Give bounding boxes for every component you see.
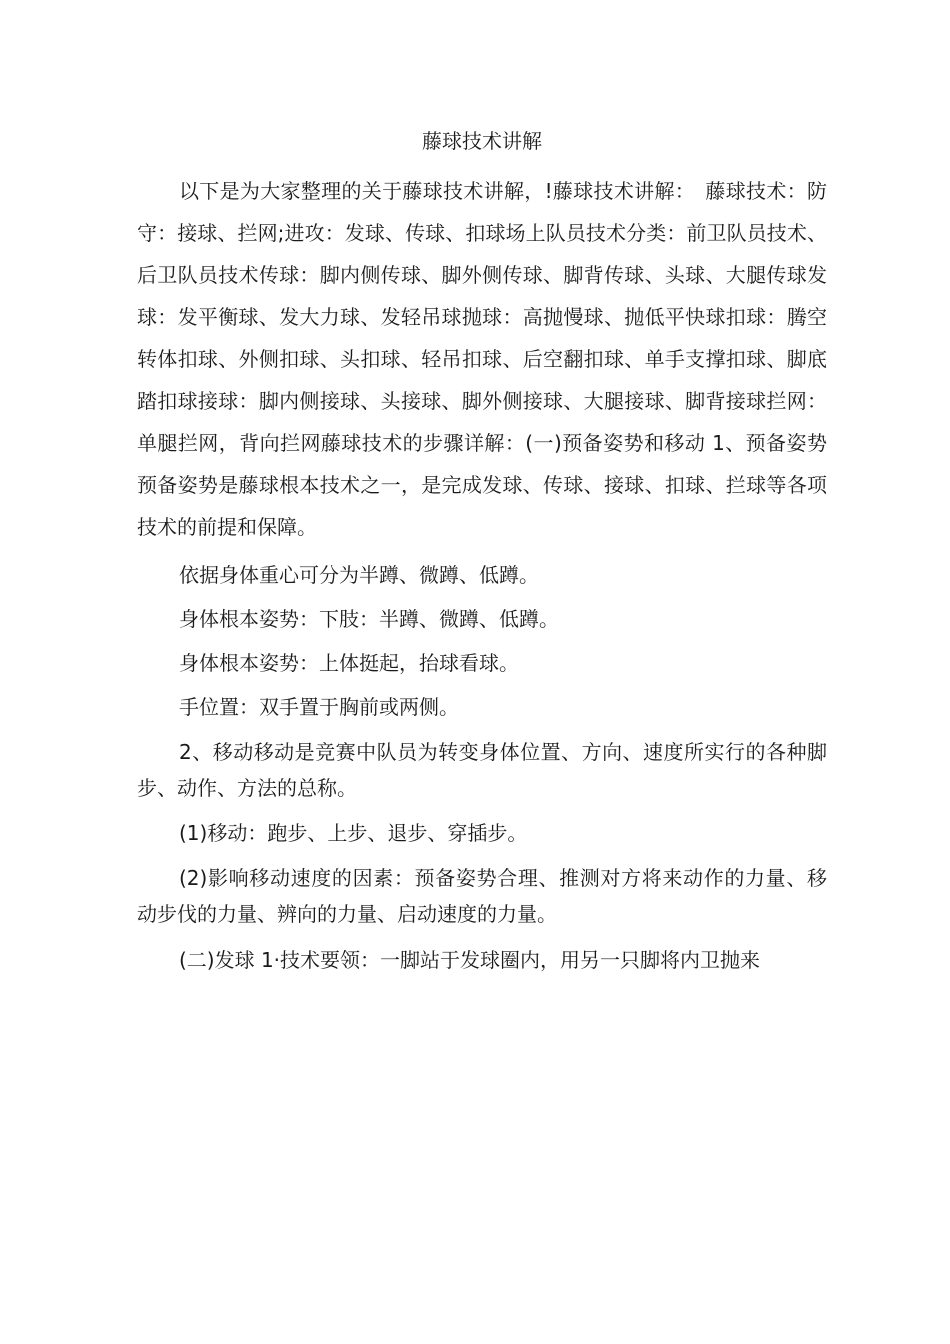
paragraph: 身体根本姿势：下肢：半蹲、微蹲、低蹲。 xyxy=(179,607,559,631)
document-body xyxy=(137,126,827,988)
document-title: 藤球技术讲解 xyxy=(422,129,542,153)
paragraph: 2、移动移动是竞赛中队员为转变身体位置、方向、速度所实行的各种脚步、动作、方法的总称。 xyxy=(137,740,827,800)
paragraph: 身体根本姿势：上体挺起，抬球看球。 xyxy=(179,651,519,675)
paragraph-intro: 以下是为大家整理的关于藤球技术讲解，!藤球技术讲解： 藤球技术：防守：接球、拦网;进攻：发球、传球、扣球场上队员技术分类：前卫队员技术、后卫队员技术传球：脚内侧传球、脚外侧传球、脚背传球、头球、大腿传球发球：发平衡球、发大力球、发轻吊球抛球：高抛慢球、抛低平快球扣球：腾空转体扣球、外侧扣球、头扣球、轻吊扣球、后空翻扣球、单手支撑扣球、脚底踏扣球接球：脚内侧接球、头接球、脚外侧接球、大腿接球、脚背接球拦网：单腿拦网，背向拦网藤球技术的步骤详解：(一)预备姿势和移动 1、预备姿势预备姿势是藤球根本技术之一，是完成发球、传球、接球、扣球、拦球等各项技术的前提和保障。 xyxy=(137,179,827,539)
paragraph: 依据身体重心可分为半蹲、微蹲、低蹲。 xyxy=(179,563,539,587)
paragraph: (二)发球 1·技术要领：一脚站于发球圈内，用另一只脚将内卫抛来 xyxy=(179,948,761,972)
paragraph: (1)移动：跑步、上步、退步、穿插步。 xyxy=(179,821,528,845)
paragraph: (2)影响移动速度的因素：预备姿势合理、推测对方将来动作的力量、移动步伐的力量、辨向的力量、启动速度的力量。 xyxy=(137,866,827,926)
paragraph: 手位置：双手置于胸前或两侧。 xyxy=(179,695,459,719)
